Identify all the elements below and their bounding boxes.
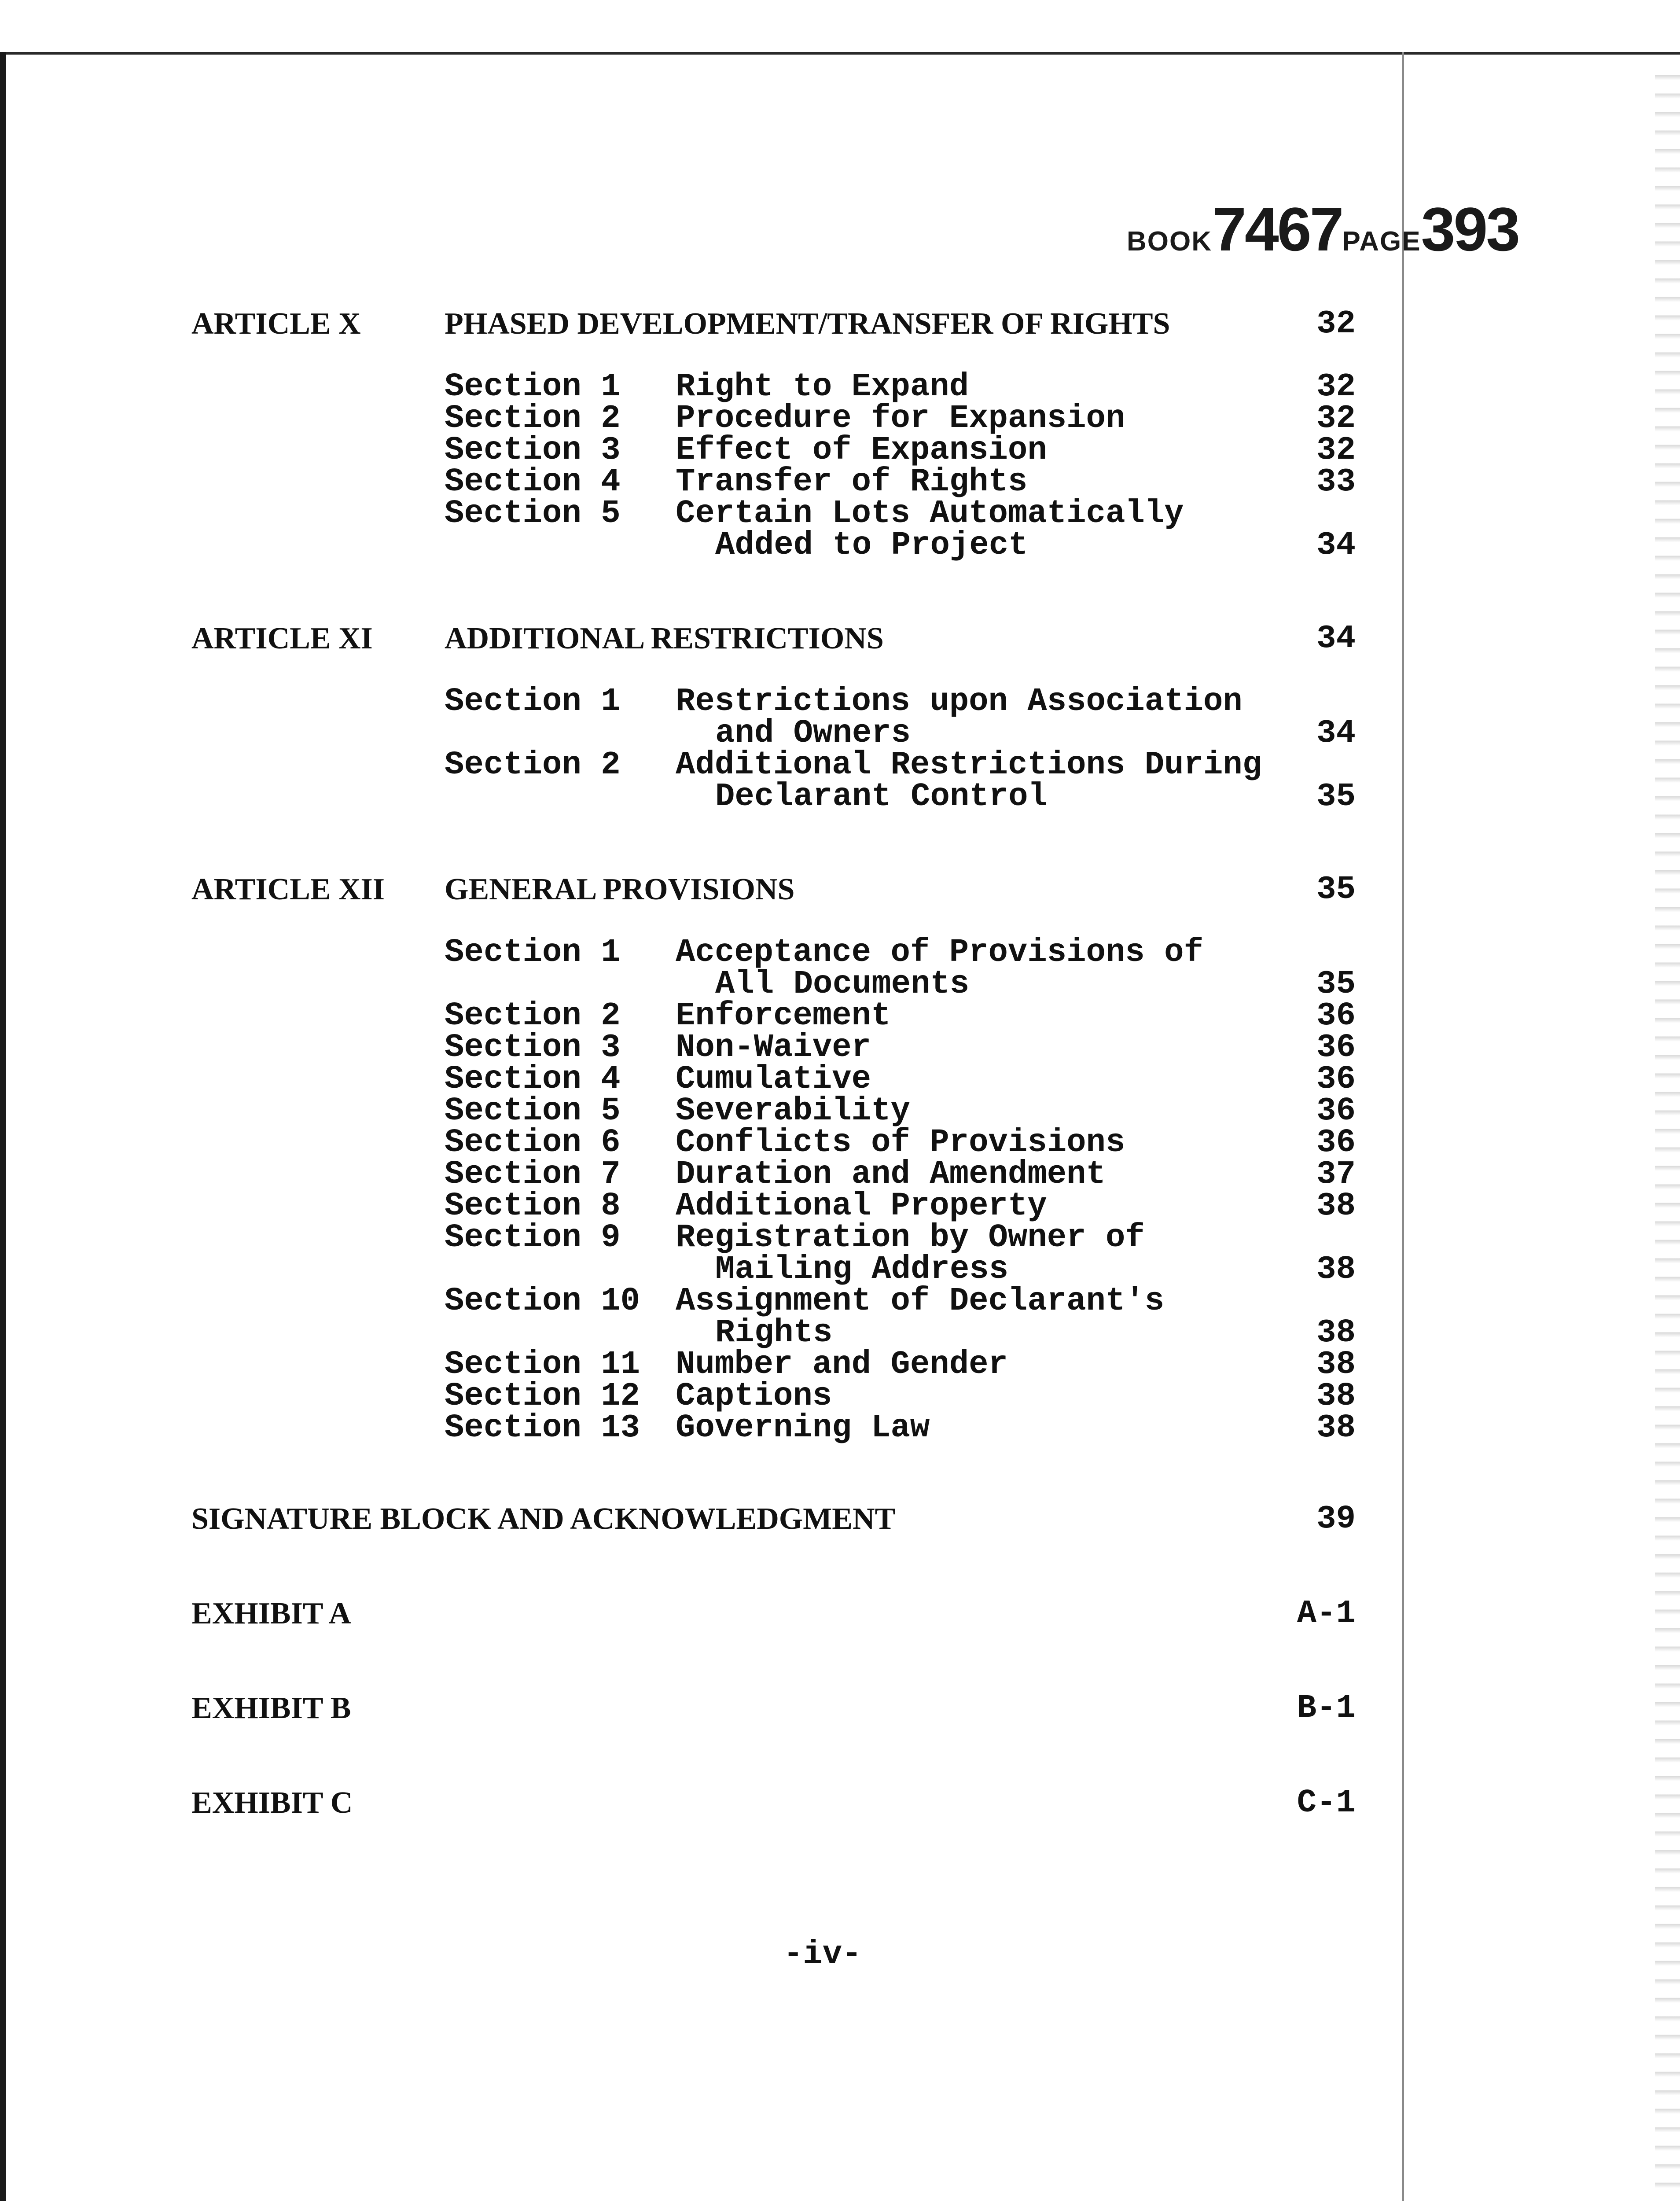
section-title: Assignment of Declarant's <box>676 1283 1165 1320</box>
section-title: Transfer of Rights <box>676 464 1028 501</box>
section-label: Section 4 <box>445 464 621 501</box>
section-label: Section 8 <box>445 1188 621 1225</box>
section-label: Section 3 <box>445 1029 621 1066</box>
exhibit-page-number: B-1 <box>1297 1690 1356 1727</box>
scan-right-edge <box>1655 62 1680 2201</box>
section-label: Section 5 <box>445 495 621 532</box>
section-label: Section 7 <box>445 1156 621 1193</box>
section-label: Section 1 <box>445 368 621 405</box>
article-page-number: 32 <box>1316 305 1356 342</box>
section-title: Additional Property <box>676 1188 1047 1225</box>
section-label: Section 2 <box>445 747 621 784</box>
section-title: Governing Law <box>676 1410 930 1446</box>
scan-fold-line <box>1402 52 1404 2201</box>
section-label: Section 10 <box>445 1283 640 1320</box>
section-page-number: 33 <box>1316 464 1356 501</box>
section-page-number: 38 <box>1316 1378 1356 1415</box>
exhibit-label: EXHIBIT A <box>191 1597 351 1631</box>
section-page-number: 38 <box>1316 1314 1356 1351</box>
section-page-number: 38 <box>1316 1251 1356 1288</box>
scan-left-edge <box>0 52 6 2201</box>
section-page-number: 32 <box>1316 368 1356 405</box>
book-label: BOOK <box>1127 226 1212 257</box>
article-title: PHASED DEVELOPMENT/TRANSFER OF RIGHTS <box>445 307 1170 341</box>
section-label: Section 9 <box>445 1219 621 1256</box>
section-title: Duration and Amendment <box>676 1156 1106 1193</box>
page-label: PAGE <box>1342 226 1421 257</box>
section-page-number: 32 <box>1316 432 1356 469</box>
section-page-number: 35 <box>1316 778 1356 815</box>
section-title: Captions <box>676 1378 832 1415</box>
section-label: Section 5 <box>445 1093 621 1130</box>
section-label: Section 12 <box>445 1378 640 1415</box>
section-label: Section 11 <box>445 1346 640 1383</box>
section-title: Mailing Address <box>715 1251 1009 1288</box>
section-title: Rights <box>715 1314 833 1351</box>
article-title: GENERAL PROVISIONS <box>445 872 795 906</box>
section-label: Section 1 <box>445 934 621 971</box>
section-title: Severability <box>676 1093 910 1130</box>
exhibit-label: EXHIBIT B <box>191 1691 351 1725</box>
section-label: Section 1 <box>445 683 621 720</box>
book-number: 7467 <box>1212 195 1342 264</box>
section-title: Number and Gender <box>676 1346 1008 1383</box>
section-page-number: 36 <box>1316 1061 1356 1098</box>
section-title: Right to Expand <box>676 368 969 405</box>
section-title: and Owners <box>715 715 911 752</box>
section-title: Certain Lots Automatically <box>676 495 1184 532</box>
page-folio: -iv- <box>783 1936 862 1973</box>
section-page-number: 38 <box>1316 1188 1356 1225</box>
section-title: Enforcement <box>676 997 891 1034</box>
section-page-number: 36 <box>1316 997 1356 1034</box>
section-label: Section 3 <box>445 432 621 469</box>
section-title: Non-Waiver <box>676 1029 871 1066</box>
section-title: Cumulative <box>676 1061 871 1098</box>
section-title: Registration by Owner of <box>676 1219 1145 1256</box>
section-page-number: 37 <box>1316 1156 1356 1193</box>
section-page-number: 34 <box>1316 527 1356 564</box>
section-label: Section 2 <box>445 400 621 437</box>
article-title: ADDITIONAL RESTRICTIONS <box>445 622 884 655</box>
article-label: ARTICLE X <box>191 307 361 341</box>
section-label: Section 13 <box>445 1410 640 1446</box>
book-page-stamp <box>1127 194 1518 265</box>
section-title: Added to Project <box>715 527 1028 564</box>
section-title: Restrictions upon Association <box>676 683 1243 720</box>
section-page-number: 38 <box>1316 1346 1356 1383</box>
section-label: Section 4 <box>445 1061 621 1098</box>
section-title: Procedure for Expansion <box>676 400 1125 437</box>
article-page-number: 34 <box>1316 620 1356 657</box>
section-title: Declarant Control <box>715 778 1048 815</box>
section-title: All Documents <box>715 966 970 1003</box>
section-page-number: 38 <box>1316 1410 1356 1446</box>
section-title: Effect of Expansion <box>676 432 1047 469</box>
section-page-number: 36 <box>1316 1093 1356 1130</box>
section-label: Section 2 <box>445 997 621 1034</box>
article-label: ARTICLE XII <box>191 872 385 906</box>
signature-block-title: SIGNATURE BLOCK AND ACKNOWLEDGMENT <box>191 1502 896 1536</box>
section-label: Section 6 <box>445 1124 621 1161</box>
article-label: ARTICLE XI <box>191 622 373 655</box>
section-page-number: 35 <box>1316 966 1356 1003</box>
section-page-number: 36 <box>1316 1029 1356 1066</box>
signature-page-number: 39 <box>1316 1501 1356 1538</box>
section-title: Conflicts of Provisions <box>676 1124 1125 1161</box>
section-page-number: 34 <box>1316 715 1356 752</box>
page-number: 393 <box>1421 195 1519 264</box>
article-page-number: 35 <box>1316 871 1356 908</box>
section-page-number: 32 <box>1316 400 1356 437</box>
section-page-number: 36 <box>1316 1124 1356 1161</box>
exhibit-page-number: C-1 <box>1297 1785 1356 1822</box>
exhibit-label: EXHIBIT C <box>191 1786 353 1820</box>
section-title: Additional Restrictions During <box>676 747 1262 784</box>
exhibit-page-number: A-1 <box>1297 1595 1356 1632</box>
section-title: Acceptance of Provisions of <box>676 934 1203 971</box>
scan-top-edge <box>0 52 1680 55</box>
